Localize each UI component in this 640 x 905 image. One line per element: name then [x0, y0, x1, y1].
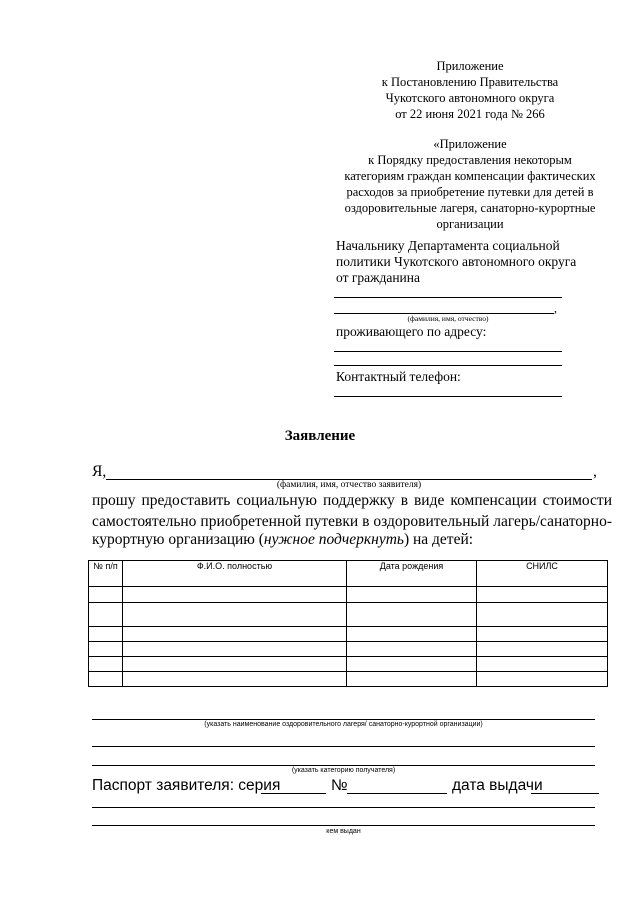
page-title: Заявление: [284, 428, 356, 444]
request-line-3-start: курортную организацию (: [92, 531, 264, 548]
camp-name-line[interactable]: [92, 719, 595, 720]
col-header-number: № п/п: [89, 561, 123, 587]
appendix-line: оздоровительные лагеря, санаторно-курортные: [344, 201, 596, 215]
table-cell[interactable]: [477, 627, 608, 642]
applicant-fio-hint: (фамилия, имя, отчество заявителя): [276, 480, 422, 490]
table-cell[interactable]: [477, 657, 608, 672]
phone-label: Контактный телефон:: [336, 369, 461, 384]
appendix-line: к Порядку предоставления некоторым: [368, 153, 572, 167]
address-label: проживающего по адресу:: [336, 324, 487, 339]
passport-number-label: №: [331, 777, 348, 794]
issued-by-line-2[interactable]: [92, 825, 595, 826]
category-line-1[interactable]: [92, 746, 595, 747]
appendix-line: расходов за приобретение путевки для детей в: [346, 185, 594, 199]
table-cell[interactable]: [347, 627, 477, 642]
header-line: Чукотского автономного округа: [385, 91, 555, 105]
request-line-3-end: ) на детей:: [403, 531, 474, 548]
applicant-prefix: Я,: [92, 463, 107, 480]
table-cell[interactable]: [347, 642, 477, 657]
table-cell[interactable]: [477, 587, 608, 603]
passport-number-field[interactable]: [347, 793, 447, 794]
table-cell[interactable]: [89, 642, 123, 657]
passport-series-field[interactable]: [261, 793, 326, 794]
fio-line-1[interactable]: [334, 297, 562, 298]
fio-comma: ,: [554, 301, 557, 315]
table-cell[interactable]: [89, 603, 123, 627]
order-appendix-block: [320, 136, 620, 232]
table-cell[interactable]: [347, 587, 477, 603]
request-line-1: прошу предоставить социальную поддержку в виде компенсации стоимости: [92, 492, 612, 509]
table-cell[interactable]: [477, 642, 608, 657]
table-row: [89, 603, 608, 627]
table-row: [89, 672, 608, 687]
category-hint: (указать категорию получателя): [291, 767, 396, 774]
table-cell[interactable]: [123, 672, 347, 687]
table-row: [89, 587, 608, 603]
address-line-2[interactable]: [334, 365, 562, 366]
header-line: к Постановлению Правительства: [381, 75, 559, 89]
table-cell[interactable]: [123, 587, 347, 603]
camp-name-hint: (указать наименование оздоровительного лагеря/ санаторно-курортной организации): [204, 721, 483, 728]
addressee-line: Начальнику Департамента социальной: [336, 238, 560, 253]
issued-by-line-1[interactable]: [92, 807, 595, 808]
appendix-line: организации: [436, 217, 504, 231]
issued-by-hint: кем выдан: [326, 828, 361, 835]
request-line-2: самостоятельно приобретенной путевки в оздоровительный лагерь/санаторно-: [92, 513, 612, 530]
fio-hint: (фамилия, имя, отчество): [407, 314, 489, 323]
category-line-2[interactable]: [92, 765, 595, 766]
table-cell[interactable]: [89, 587, 123, 603]
request-line-3-italic: нужное подчеркнуть: [263, 531, 404, 548]
addressee-block: [336, 238, 606, 286]
addressee-line: от гражданина: [336, 270, 420, 285]
table-cell[interactable]: [123, 657, 347, 672]
table-cell[interactable]: [89, 627, 123, 642]
table-cell[interactable]: [347, 603, 477, 627]
col-header-fio: Ф.И.О. полностью: [123, 561, 347, 587]
table-row: [89, 642, 608, 657]
children-table: [88, 560, 608, 687]
passport-series-label: Паспорт заявителя: серия: [92, 777, 281, 794]
table-cell[interactable]: [347, 672, 477, 687]
header-line: от 22 июня 2021 года № 266: [395, 107, 545, 121]
table-cell[interactable]: [123, 642, 347, 657]
appendix-line: категориям граждан компенсации фактических: [344, 169, 596, 183]
col-header-birthdate: Дата рождения: [347, 561, 477, 587]
header-line: Приложение: [436, 59, 504, 73]
appendix-line: «Приложение: [433, 137, 507, 151]
passport-date-label: дата выдачи: [452, 777, 543, 794]
table-row: [89, 657, 608, 672]
request-line-3: [92, 530, 612, 550]
table-cell[interactable]: [477, 603, 608, 627]
table-header-row: [89, 561, 608, 587]
table-cell[interactable]: [347, 657, 477, 672]
table-cell[interactable]: [123, 627, 347, 642]
table-cell[interactable]: [477, 672, 608, 687]
passport-date-field[interactable]: [531, 793, 599, 794]
table-cell[interactable]: [123, 603, 347, 627]
phone-line[interactable]: [334, 396, 562, 397]
col-header-snils: СНИЛС: [477, 561, 608, 587]
table-cell[interactable]: [89, 672, 123, 687]
applicant-suffix: ,: [593, 463, 597, 480]
decree-appendix-header: [340, 58, 600, 122]
table-cell[interactable]: [89, 657, 123, 672]
table-row: [89, 627, 608, 642]
address-line-1[interactable]: [334, 351, 562, 352]
addressee-line: политики Чукотского автономного округа: [336, 254, 577, 269]
